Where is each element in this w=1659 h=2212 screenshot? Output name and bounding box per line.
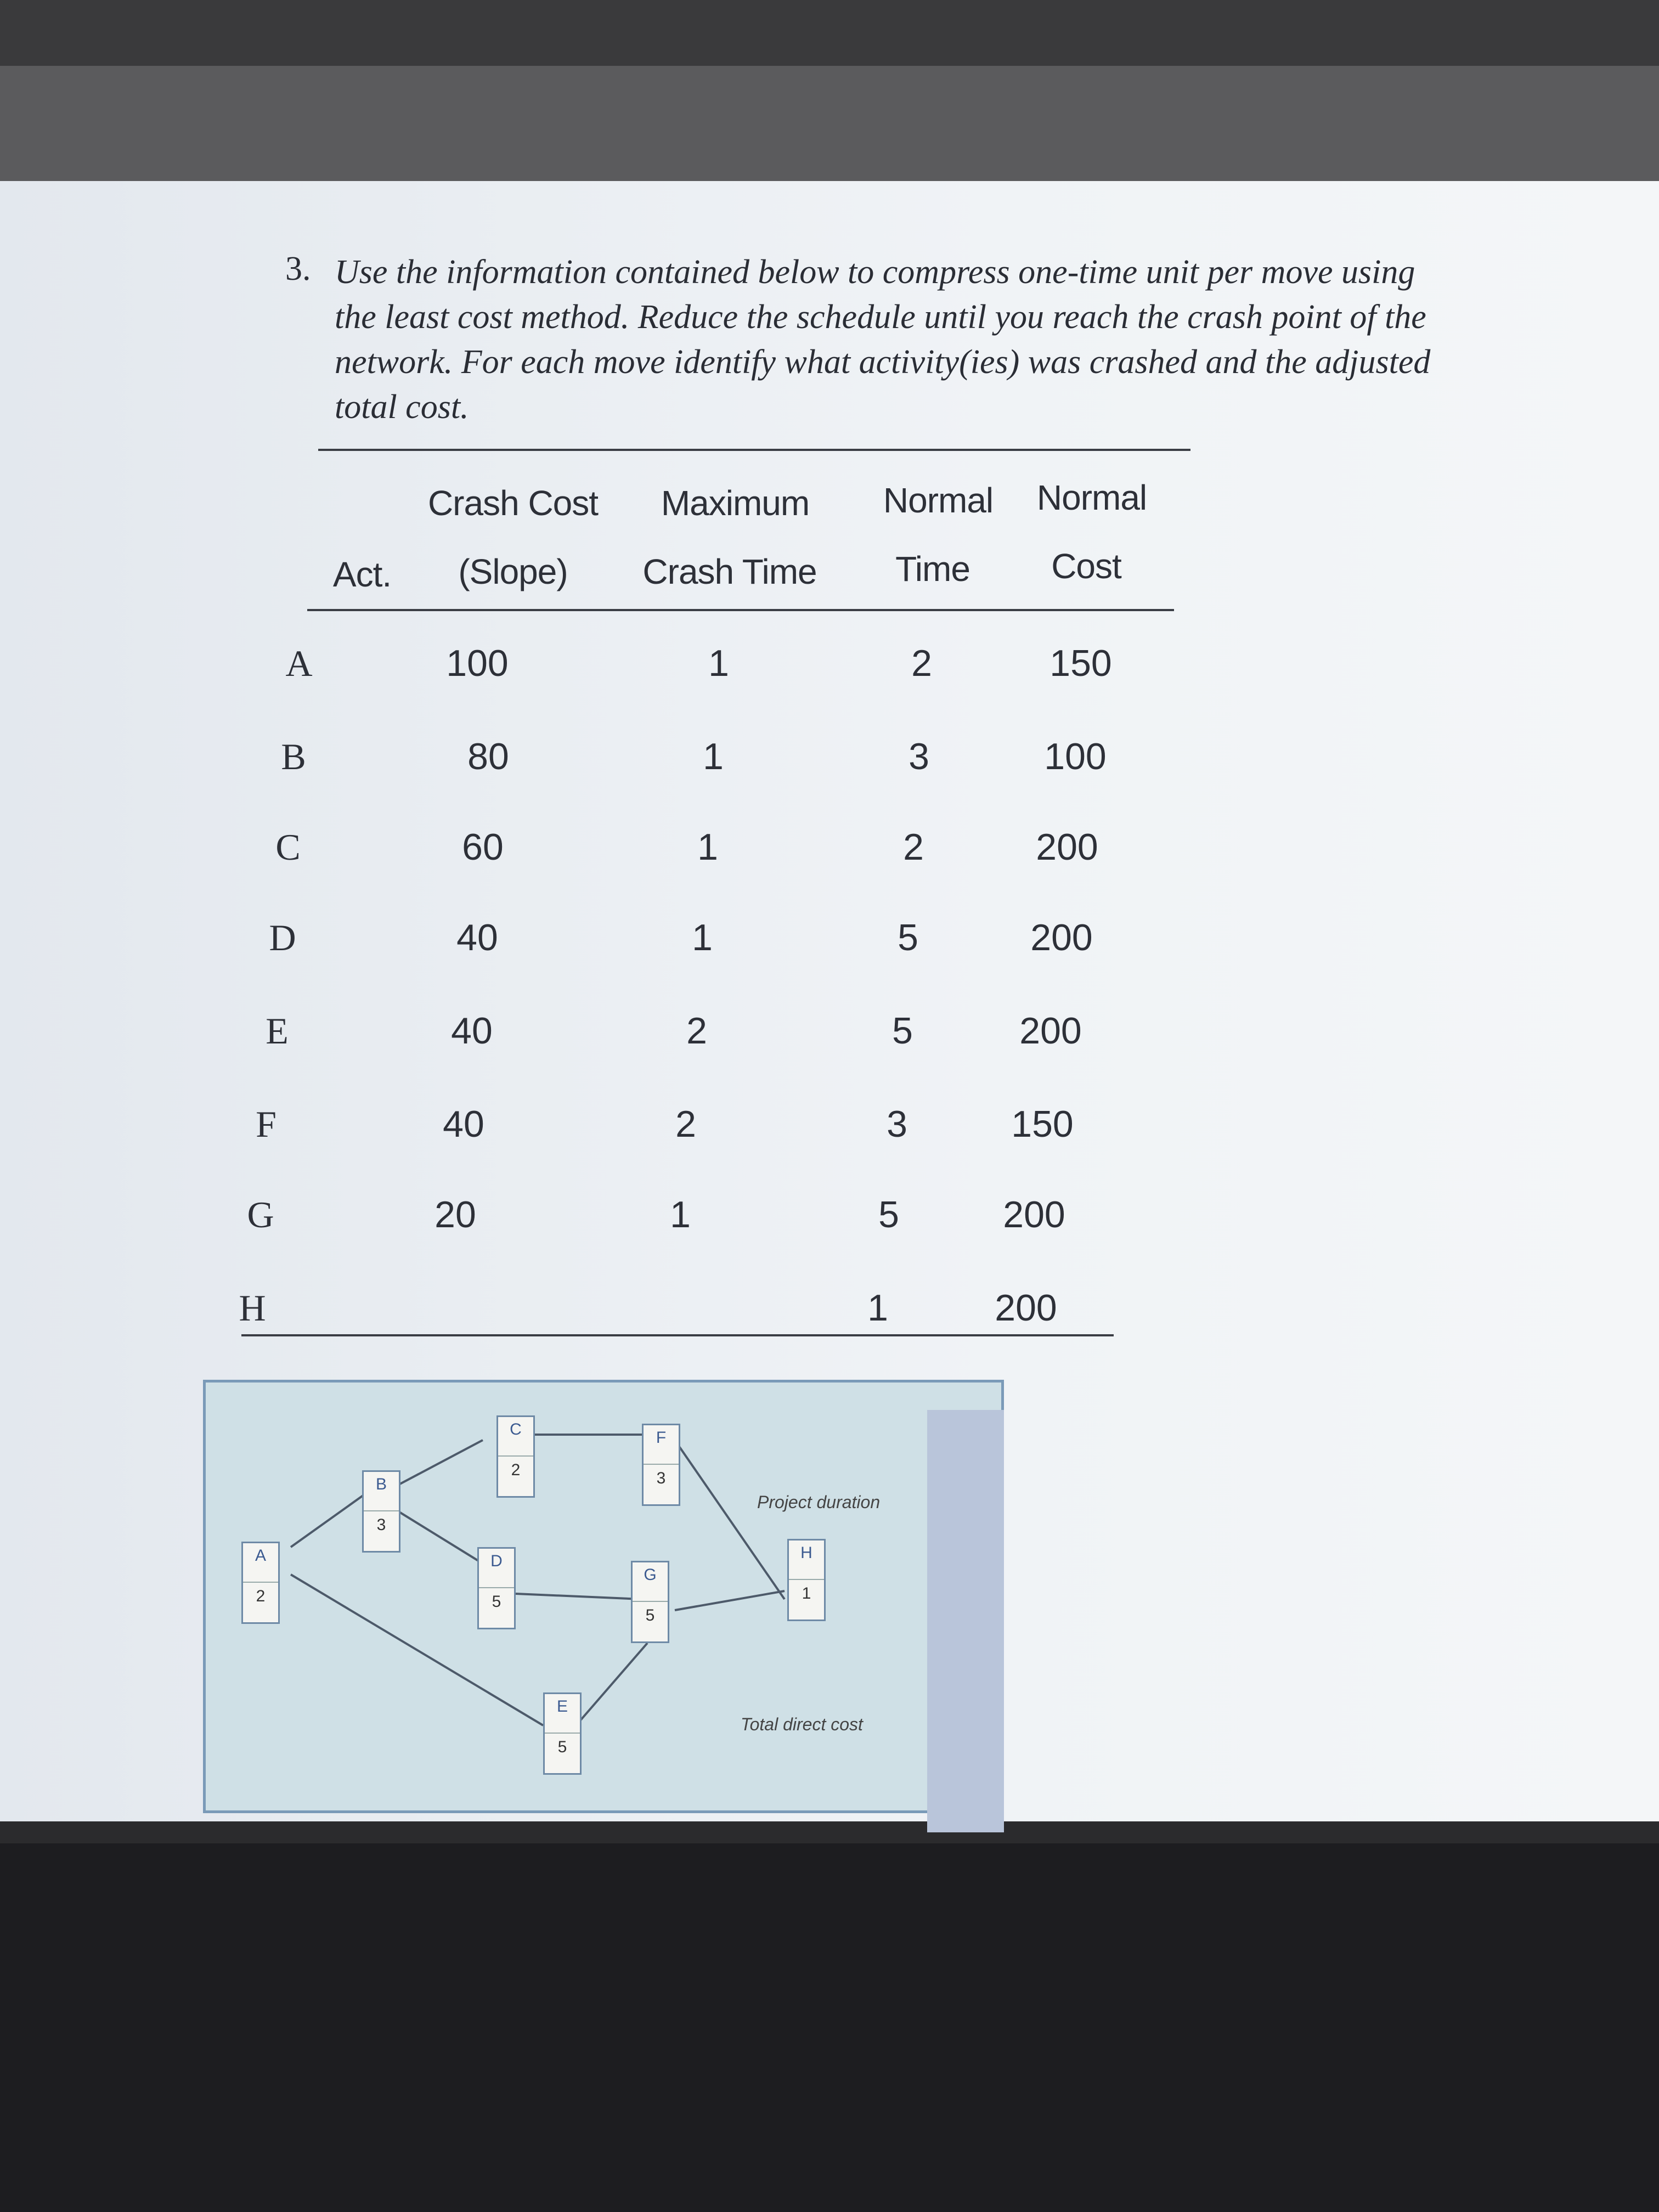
table-cell-b-slope: 80 xyxy=(467,736,509,777)
node-a xyxy=(241,1542,280,1624)
table-cell-f-normal-cost: 150 xyxy=(1011,1103,1074,1145)
question-text: Use the information contained below to compress one-time unit per move using the least cost method. Reduce the schedule until you reach the crash point of the network. For each move identify what activity(ies) was crashed and the adjusted total cost. xyxy=(335,253,1431,426)
table-cell-d-normal-cost: 200 xyxy=(1030,917,1093,958)
node-g-time: 5 xyxy=(645,1606,655,1624)
node-b xyxy=(362,1470,400,1553)
node-c xyxy=(496,1415,535,1498)
table-cell-f-normal-time: 3 xyxy=(887,1103,907,1145)
node-e xyxy=(543,1692,582,1775)
table-cell-h-normal-cost: 200 xyxy=(995,1287,1057,1329)
node-e-letter: E xyxy=(556,1697,568,1716)
table-cell-f-slope: 40 xyxy=(443,1103,484,1145)
node-e-time: 5 xyxy=(557,1738,567,1756)
arrow-e-g xyxy=(576,1643,647,1725)
table-cell-b-act: B xyxy=(281,736,306,777)
node-d xyxy=(477,1547,516,1629)
table-cell-e-normal-time: 5 xyxy=(892,1010,913,1052)
node-c-time: 2 xyxy=(511,1461,521,1479)
node-c-divider xyxy=(498,1455,533,1457)
node-f-letter: F xyxy=(656,1429,667,1447)
node-h-divider xyxy=(789,1579,824,1580)
node-d-divider xyxy=(479,1587,514,1588)
table-cell-a-act: A xyxy=(285,642,313,684)
project-duration-label: Project duration xyxy=(757,1492,881,1512)
table-cell-d-normal-time: 5 xyxy=(898,917,918,958)
table-cell-e-max-crash: 2 xyxy=(686,1010,707,1052)
node-c-letter: C xyxy=(510,1420,522,1438)
table-cell-f-max-crash: 2 xyxy=(675,1103,696,1145)
header-normal-cost-1: Normal xyxy=(1036,478,1147,517)
total-direct-cost-label: Total direct cost xyxy=(741,1714,863,1734)
table-cell-b-normal-cost: 100 xyxy=(1044,736,1107,777)
header-crash-cost: Crash Cost xyxy=(427,483,599,523)
table-cell-a-max-crash: 1 xyxy=(708,642,729,684)
table-cell-a-normal-cost: 150 xyxy=(1049,642,1112,684)
table-cell-d-slope: 40 xyxy=(456,917,498,958)
room-background-bottom xyxy=(0,1843,1659,2212)
node-h-letter: H xyxy=(800,1544,812,1562)
node-g-divider xyxy=(633,1601,668,1602)
table-cell-e-slope: 40 xyxy=(451,1010,493,1052)
node-f-divider xyxy=(644,1464,679,1465)
table-cell-b-normal-time: 3 xyxy=(909,736,929,777)
header-crash-time: Crash Time xyxy=(642,552,817,591)
table-cell-g-max-crash: 1 xyxy=(670,1194,691,1235)
table-cell-e-act: E xyxy=(266,1010,289,1052)
table-cell-c-normal-time: 2 xyxy=(903,826,924,868)
table-cell-e-normal-cost: 200 xyxy=(1019,1010,1082,1052)
table-cell-a-slope: 100 xyxy=(446,642,509,684)
screen-frame xyxy=(0,66,1659,198)
room-background-top xyxy=(0,0,1659,66)
header-act: Act. xyxy=(332,555,392,594)
arrow-b-c xyxy=(390,1440,483,1489)
node-d-letter: D xyxy=(490,1552,503,1570)
table-cell-g-act: G xyxy=(247,1194,274,1235)
node-a-divider xyxy=(243,1582,278,1583)
arrow-d-g xyxy=(516,1594,642,1599)
arrow-f-h xyxy=(675,1440,785,1599)
node-g-letter: G xyxy=(644,1566,657,1584)
table-header-rule xyxy=(307,609,1174,611)
table-bottom-rule xyxy=(241,1334,1114,1336)
table-cell-g-slope: 20 xyxy=(435,1194,476,1235)
table-cell-a-normal-time: 2 xyxy=(911,642,932,684)
table-cell-c-max-crash: 1 xyxy=(697,826,718,868)
table-cell-h-act: H xyxy=(239,1287,266,1329)
header-slope: (Slope) xyxy=(458,552,568,591)
header-normal-time-2: Time xyxy=(895,549,970,589)
table-cell-f-act: F xyxy=(256,1103,276,1145)
question-number: 3. xyxy=(285,250,311,287)
node-f-time: 3 xyxy=(656,1469,666,1487)
table-cell-c-normal-cost: 200 xyxy=(1036,826,1098,868)
header-maximum: Maximum xyxy=(661,483,810,523)
node-a-time: 2 xyxy=(256,1587,266,1605)
table-cell-c-slope: 60 xyxy=(462,826,504,868)
node-d-time: 5 xyxy=(492,1593,501,1611)
node-a-letter: A xyxy=(255,1547,266,1565)
network-arrows xyxy=(203,1380,1004,1813)
arrow-b-d xyxy=(390,1506,483,1564)
node-b-time: 3 xyxy=(376,1516,386,1534)
header-normal-cost-2: Cost xyxy=(1051,546,1121,586)
table-cell-b-max-crash: 1 xyxy=(703,736,724,777)
table-cell-c-act: C xyxy=(275,826,301,868)
arrow-a-b xyxy=(291,1492,368,1547)
node-e-divider xyxy=(545,1733,580,1734)
node-h xyxy=(787,1539,826,1621)
table-cell-g-normal-cost: 200 xyxy=(1003,1194,1065,1235)
table-cell-d-act: D xyxy=(269,917,296,958)
table-top-rule xyxy=(318,449,1190,451)
arrow-g-h xyxy=(675,1591,785,1610)
node-f xyxy=(642,1424,680,1506)
header-normal-time-1: Normal xyxy=(883,481,994,520)
node-b-divider xyxy=(364,1510,399,1511)
table-cell-h-normal-time: 1 xyxy=(867,1287,888,1329)
table-cell-g-normal-time: 5 xyxy=(878,1194,899,1235)
node-h-time: 1 xyxy=(802,1584,811,1602)
table-cell-d-max-crash: 1 xyxy=(692,917,713,958)
node-b-letter: B xyxy=(375,1475,387,1493)
node-g xyxy=(631,1561,669,1643)
